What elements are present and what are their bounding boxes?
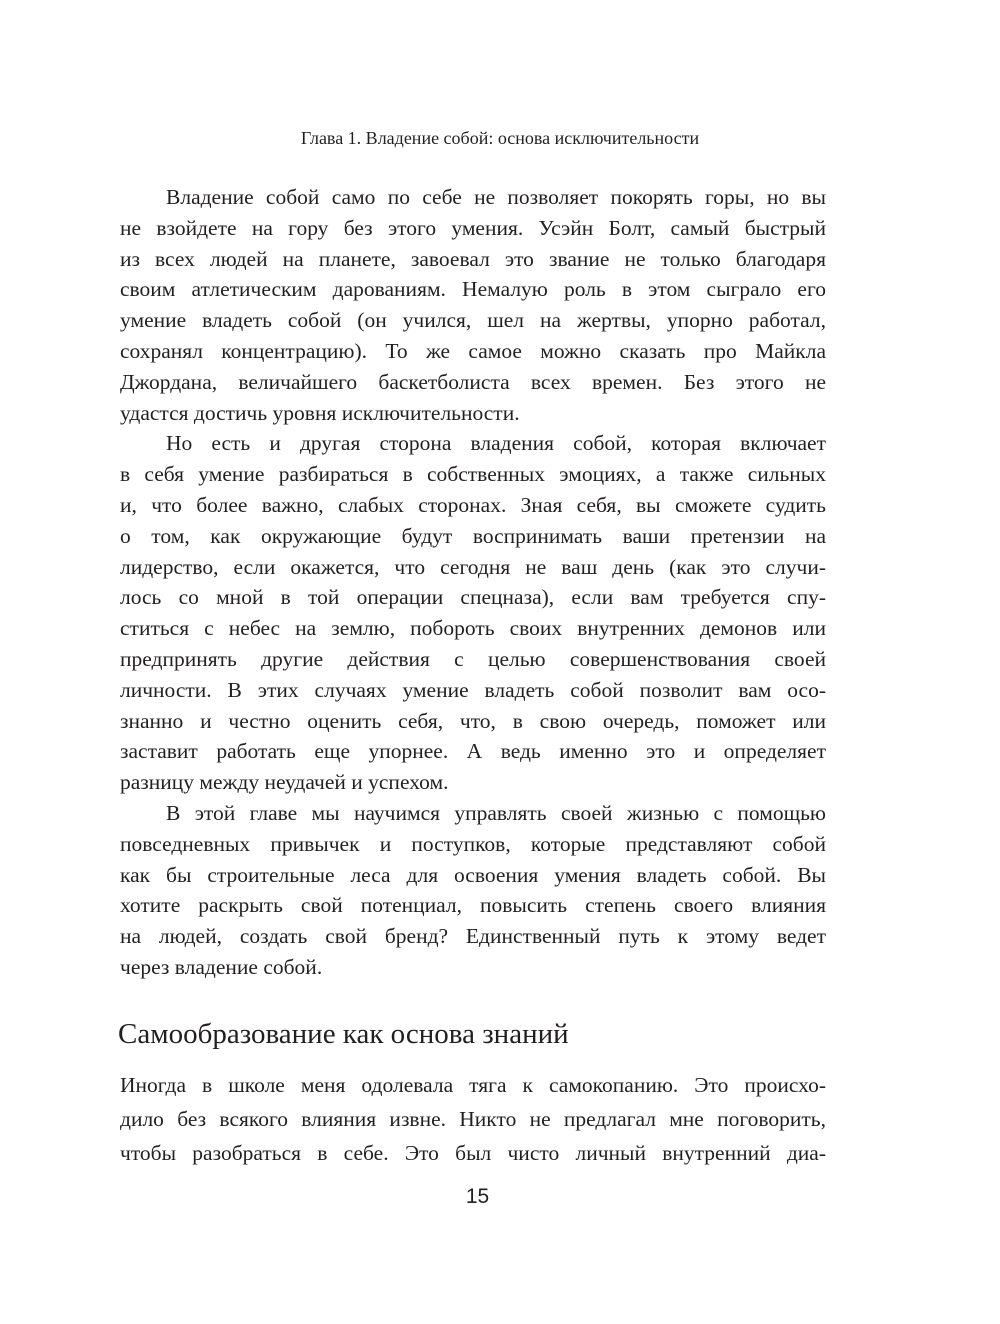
section-text — [120, 1068, 826, 1170]
text-line: и, что более важно, слабых сторонах. Зная себя, вы сможете судить — [120, 492, 826, 517]
text-line: на людей, создать свой бренд? Единственный путь к этому ведет — [120, 924, 826, 949]
text-line: о том, как окружающие будут воспринимать ваши претензии на — [120, 523, 826, 548]
text-line: ститься с небес на землю, побороть своих внутренних демонов или — [120, 616, 826, 641]
text-line: личности. В этих случаях умение владеть собой позволит вам осо- — [120, 677, 826, 702]
text-line: дило без всякого влияния извне. Никто не предлагал мне поговорить, — [120, 1107, 826, 1131]
text-line: разницу между неудачей и успехом. — [120, 770, 449, 795]
text-line: сохранял концентрацию). То же самое можно сказать про Майкла — [120, 338, 826, 363]
text-line: удастся достичь уровня исключительности. — [120, 400, 520, 425]
page-number: 15 — [465, 1185, 490, 1208]
text-line: Владение собой само по себе не позволяет покорять горы, но вы — [166, 185, 826, 209]
text-line: хотите раскрыть свой потенциал, повысить степень своего влияния — [120, 893, 826, 918]
body-text — [120, 182, 826, 983]
paragraph — [120, 428, 826, 798]
text-line: через владение собой. — [120, 954, 323, 979]
text-line: Иногда в школе меня одолевала тяга к самокопанию. Это происхо- — [120, 1073, 826, 1097]
text-line: заставит работать еще упорнее. А ведь именно это и определяет — [120, 739, 826, 764]
text-line: лидерство, если окажется, что сегодня не ваш день (как это случи- — [120, 554, 826, 579]
text-line: знанно и честно оценить себя, что, в свою очередь, поможет или — [120, 708, 826, 733]
text-line: повседневных привычек и поступков, которые представляют собой — [120, 831, 826, 856]
text-line: из всех людей на планете, завоевал это звание не только благодаря — [120, 246, 826, 271]
text-line: как бы строительные леса для освоения умения владеть собой. Вы — [120, 862, 826, 887]
text-line: В этой главе мы научимся управлять своей жизнью с помощью — [166, 800, 826, 825]
text-line: предпринять другие действия с целью совершенствования своей — [120, 646, 826, 671]
text-line: лось со мной в той операции спецназа), если вам требуется спу- — [120, 585, 826, 610]
running-head: Глава 1. Владение собой: основа исключительности — [300, 128, 700, 148]
text-line: Но есть и другая сторона владения собой, которая включает — [166, 431, 826, 456]
text-line: своим атлетическим дарованиям. Немалую роль в этом сыграло его — [120, 277, 826, 302]
paragraph — [120, 798, 826, 983]
section-heading: Самообразование как основа знаний — [118, 1018, 569, 1050]
text-line: чтобы разобраться в себе. Это был чисто личный внутренний диа- — [120, 1141, 826, 1165]
text-line: умение владеть собой (он учился, шел на жертвы, упорно работал, — [120, 308, 826, 333]
paragraph — [120, 182, 826, 428]
text-line: не взойдете на гору без этого умения. Усэйн Болт, самый быстрый — [120, 215, 826, 240]
text-line: Джордана, величайшего баскетболиста всех времен. Без этого не — [120, 369, 826, 394]
text-line: в себя умение разбираться в собственных эмоциях, а также сильных — [120, 462, 826, 487]
